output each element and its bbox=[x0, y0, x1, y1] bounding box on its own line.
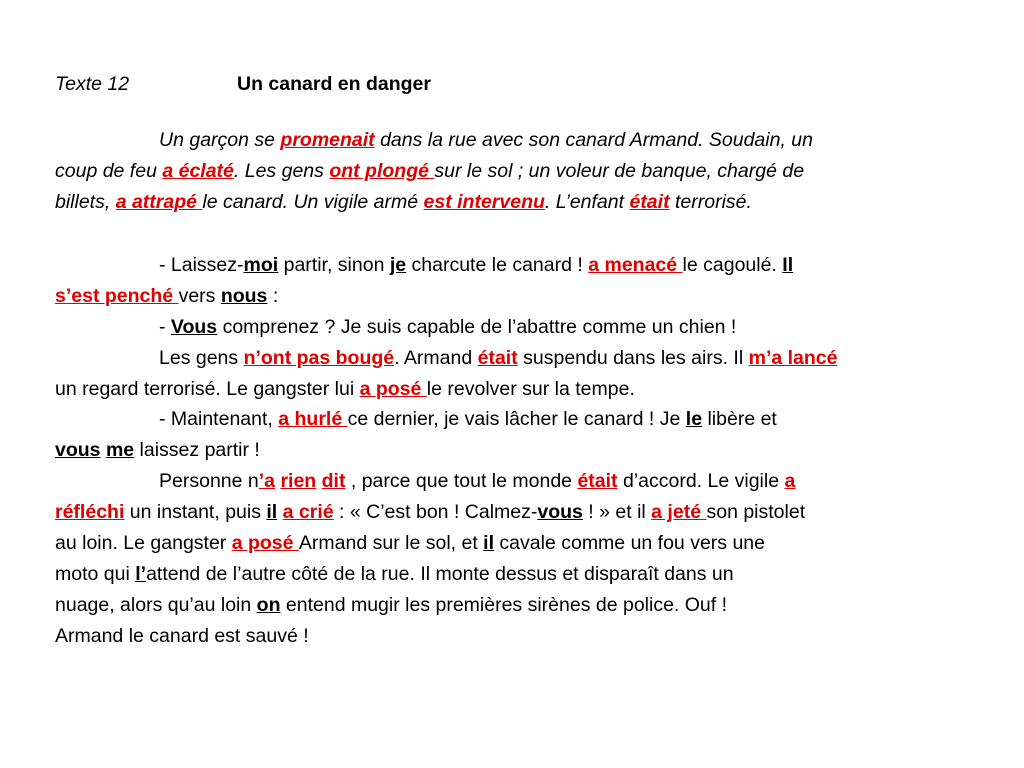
text-segment: , parce que tout le monde bbox=[345, 470, 578, 492]
text-segment: cavale comme un fou vers une bbox=[494, 532, 765, 554]
highlighted-pronoun: l’ bbox=[135, 563, 147, 585]
highlighted-pronoun: il bbox=[266, 501, 278, 523]
highlighted-pronoun: Il bbox=[782, 254, 794, 276]
highlighted-verb: a menacé bbox=[588, 254, 683, 276]
text-segment: Un garçon se bbox=[159, 129, 281, 151]
text-segment: Les gens bbox=[159, 347, 244, 369]
text-segment: - Laissez- bbox=[159, 254, 244, 276]
highlighted-verb: réfléchi bbox=[55, 501, 125, 523]
highlighted-verb: promenait bbox=[280, 129, 375, 151]
text-line bbox=[55, 627, 309, 647]
text-segment: . L’enfant bbox=[544, 191, 630, 213]
text-segment: - Maintenant, bbox=[159, 408, 279, 430]
highlighted-verb: a bbox=[784, 470, 796, 492]
highlighted-verb: a posé bbox=[359, 378, 427, 400]
text-segment: nuage, alors qu’au loin bbox=[55, 594, 257, 616]
text-segment: : « C’est bon ! Calmez- bbox=[333, 501, 538, 523]
highlighted-verb: était bbox=[629, 191, 670, 213]
highlighted-verb: était bbox=[577, 470, 618, 492]
text-segment: laissez partir ! bbox=[134, 439, 260, 461]
highlighted-pronoun: vous bbox=[55, 439, 101, 461]
text-segment: libère et bbox=[702, 408, 777, 430]
text-segment: Personne n bbox=[159, 470, 259, 492]
text-segment: coup de feu bbox=[55, 160, 163, 182]
highlighted-pronoun: me bbox=[105, 439, 135, 461]
text-segment: attend de l’autre côté de la rue. Il monte dessus et disparaît dans un bbox=[146, 563, 734, 585]
highlighted-verb: n’ont pas bougé bbox=[243, 347, 395, 369]
highlighted-verb: a hurlé bbox=[278, 408, 348, 430]
text-line bbox=[159, 410, 777, 430]
highlighted-pronoun: nous bbox=[220, 285, 268, 307]
highlighted-pronoun: on bbox=[256, 594, 281, 616]
highlighted-verb: s’est penché bbox=[55, 285, 179, 307]
text-segment: un instant, puis bbox=[124, 501, 267, 523]
highlighted-verb: est intervenu bbox=[423, 191, 545, 213]
highlighted-verb: dit bbox=[321, 470, 346, 492]
highlighted-verb: a attrapé bbox=[115, 191, 203, 213]
text-line bbox=[55, 503, 805, 523]
highlighted-pronoun: je bbox=[389, 254, 407, 276]
text-segment: - bbox=[159, 316, 171, 338]
text-segment: . Les gens bbox=[233, 160, 330, 182]
highlighted-pronoun: le bbox=[685, 408, 703, 430]
text-segment: Armand le canard est sauvé ! bbox=[55, 625, 309, 647]
text-segment: . Armand bbox=[394, 347, 478, 369]
text-line bbox=[55, 193, 752, 213]
text-line bbox=[55, 565, 734, 585]
text-number-label: Texte 12 bbox=[55, 73, 130, 95]
highlighted-verb: a posé bbox=[231, 532, 299, 554]
text-segment: partir, sinon bbox=[278, 254, 390, 276]
text-segment: suspendu dans les airs. Il bbox=[517, 347, 749, 369]
text-segment: sur le sol ; un voleur de banque, chargé de bbox=[434, 160, 805, 182]
text-segment: son pistolet bbox=[706, 501, 806, 523]
text-segment: entend mugir les premières sirènes de police. Ouf ! bbox=[280, 594, 728, 616]
highlighted-verb: rien bbox=[280, 470, 317, 492]
text-line bbox=[55, 534, 765, 554]
text-line bbox=[55, 380, 635, 400]
text-line bbox=[159, 131, 813, 151]
highlighted-pronoun: il bbox=[483, 532, 495, 554]
text-segment: le canard. Un vigile armé bbox=[202, 191, 424, 213]
text-segment: dans la rue avec son canard Armand. Soudain, un bbox=[374, 129, 813, 151]
text-segment: billets, bbox=[55, 191, 116, 213]
highlighted-verb: ’a bbox=[258, 470, 276, 492]
text-segment: le revolver sur la tempe. bbox=[426, 378, 635, 400]
text-segment: un regard terrorisé. Le gangster lui bbox=[55, 378, 360, 400]
text-line bbox=[159, 472, 795, 492]
text-segment: au loin. Le gangster bbox=[55, 532, 232, 554]
text-line bbox=[55, 162, 804, 182]
highlighted-verb: a jeté bbox=[651, 501, 707, 523]
text-line bbox=[159, 256, 793, 276]
text-segment: ! » et il bbox=[582, 501, 652, 523]
text-segment: moto qui bbox=[55, 563, 136, 585]
text-line bbox=[55, 287, 278, 307]
highlighted-pronoun: moi bbox=[243, 254, 279, 276]
text-segment: d’accord. Le vigile bbox=[617, 470, 785, 492]
text-segment: : bbox=[267, 285, 279, 307]
text-segment: comprenez ? Je suis capable de l’abattre comme un chien ! bbox=[217, 316, 737, 338]
document-title: Un canard en danger bbox=[237, 73, 431, 95]
text-line bbox=[55, 441, 260, 461]
text-segment: vers bbox=[178, 285, 221, 307]
highlighted-pronoun: Vous bbox=[170, 316, 218, 338]
text-line bbox=[55, 596, 727, 616]
highlighted-verb: était bbox=[477, 347, 518, 369]
text-line bbox=[159, 349, 838, 369]
highlighted-verb: a éclaté bbox=[162, 160, 234, 182]
text-segment: charcute le canard ! bbox=[406, 254, 589, 276]
text-segment: Armand sur le sol, et bbox=[298, 532, 484, 554]
text-line bbox=[159, 318, 736, 338]
text-segment: terrorisé. bbox=[669, 191, 752, 213]
text-segment: le cagoulé. bbox=[682, 254, 783, 276]
highlighted-verb: m’a lancé bbox=[748, 347, 838, 369]
highlighted-pronoun: vous bbox=[537, 501, 583, 523]
highlighted-verb: a crié bbox=[282, 501, 334, 523]
text-segment: ce dernier, je vais lâcher le canard ! Je bbox=[347, 408, 686, 430]
highlighted-verb: ont plongé bbox=[329, 160, 435, 182]
